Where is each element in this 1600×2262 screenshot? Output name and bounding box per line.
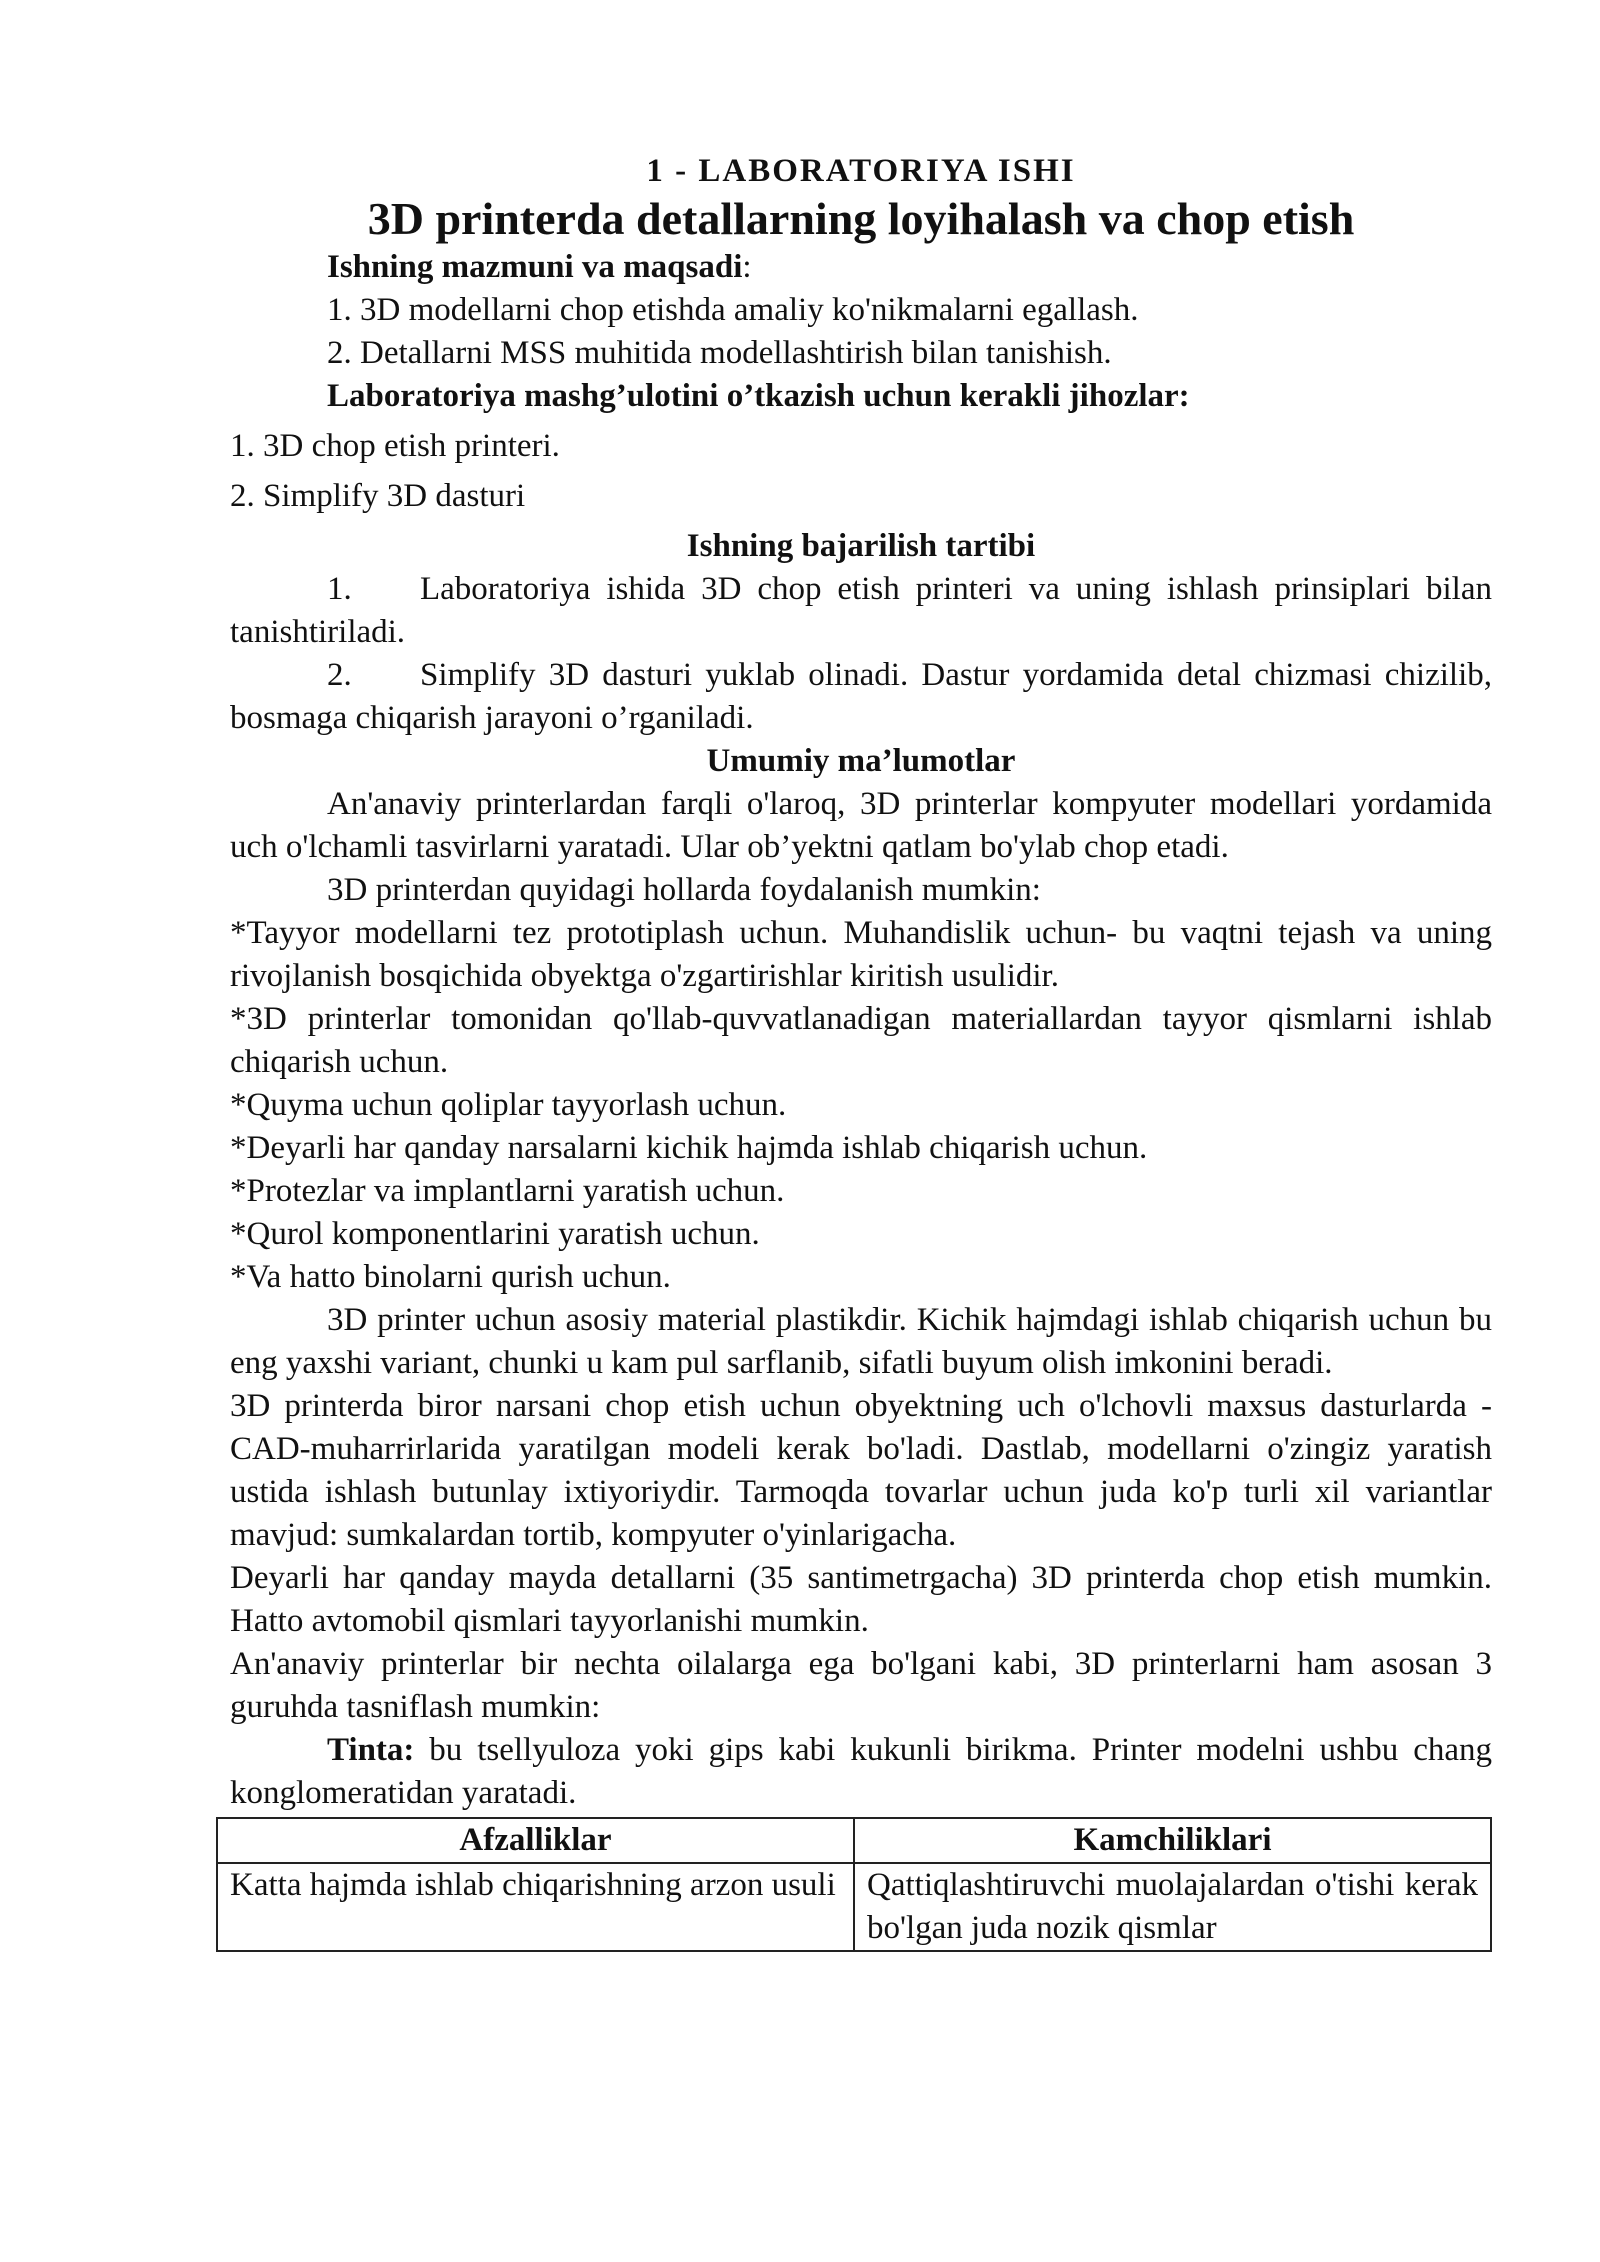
procedure-step-number: 2. (327, 657, 352, 693)
use-item: *Va hatto binolarni qurish uchun. (230, 1259, 671, 1295)
comparison-table (216, 1817, 1492, 1952)
table-header-disadvantages: Kamchiliklari (854, 1818, 1491, 1863)
use-item: *3D printerlar tomonidan qo'llab-quvvatlanadigan materiallardan tayyor qismlarni ishlab chiqarish uchun. (230, 1001, 1492, 1080)
groups-paragraph: An'anaviy printerlar bir nechta oilalarga ega bo'lgani kabi, 3D printerlarni ham asosan 3 guruhda tasniflash mumkin: (230, 1646, 1492, 1725)
use-item: *Protezlar va implantlarni yaratish uchun. (230, 1173, 785, 1209)
tinta-label: Tinta: (327, 1732, 415, 1768)
purpose-item-2: 2. Detallarni MSS muhitida modellashtirish bilan tanishish. (327, 335, 1112, 371)
table-row (217, 1863, 1491, 1951)
size-paragraph: Deyarli har qanday mayda detallarni (35 santimetrgacha) 3D printerda chop etish mumkin. Hatto avtomobil qismlari tayyorlanishi mumkin. (230, 1560, 1492, 1639)
use-item: *Tayyor modellarni tez prototiplash uchun. Muhandislik uchun- bu vaqtni tejash va uning rivojlanish bosqichida obyektga o'zgartirishlar kiritish usulidir. (230, 915, 1492, 994)
equipment-item-2: 2. Simplify 3D dasturi (230, 478, 526, 514)
general-intro: An'anaviy printerlardan farqli o'laroq, 3D printerlar kompyuter modellari yordamida uch o'lchamli tasvirlarni yaratadi. Ular ob’yektni qatlam bo'ylab chop etadi. (230, 786, 1492, 865)
procedure-step-1 (230, 568, 1492, 654)
tinta-paragraph (230, 1729, 1492, 1815)
table-header-row (217, 1818, 1491, 1863)
procedure-step-number: 1. (327, 571, 352, 607)
table-cell-advantage: Katta hajmda ishlab chiqarishning arzon usuli (217, 1863, 854, 1951)
procedure-step-2 (230, 654, 1492, 740)
tinta-text: bu tsellyuloza yoki gips kabi kukunli birikma. Printer modelni ushbu chang konglomeratidan yaratadi. (230, 1732, 1492, 1811)
general-heading: Umumiy ma’lumotlar (706, 743, 1016, 779)
cad-paragraph: 3D printerda biror narsani chop etish uchun obyektning uch o'lchovli maxsus dasturlarda - CAD-muharrirlarida yaratilgan modeli kerak bo'ladi. Dastlab, modellarni o'zingiz yaratish ustida ishlash butunlay ixtiyoriydir. Tarmoqda tovarlar uchun juda ko'p turli xil variantlar mavjud: sumkalardan tortib, kompyuter o'yinlarigacha. (230, 1388, 1492, 1553)
purpose-heading-line (230, 246, 1492, 289)
equipment-item-1: 1. 3D chop etish printeri. (230, 428, 560, 464)
uses-intro: 3D printerdan quyidagi hollarda foydalanish mumkin: (327, 872, 1041, 908)
table-cell-disadvantage: Qattiqlashtiruvchi muolajalardan o'tishi kerak bo'lgan juda nozik qismlar (854, 1863, 1491, 1951)
use-item: *Quyma uchun qoliplar tayyorlash uchun. (230, 1087, 787, 1123)
lab-label: 1 - LABORATORIYA ISHI (646, 153, 1076, 189)
use-item: *Qurol komponentlarini yaratish uchun. (230, 1216, 760, 1252)
purpose-heading: Ishning mazmuni va maqsadi (327, 249, 743, 285)
purpose-heading-colon: : (742, 249, 752, 285)
equipment-heading: Laboratoriya mashg’ulotini o’tkazish uchun kerakli jihozlar: (327, 378, 1190, 414)
purpose-item-1: 1. 3D modellarni chop etishda amaliy ko'nikmalarni egallash. (327, 292, 1139, 328)
use-item: *Deyarli har qanday narsalarni kichik hajmda ishlab chiqarish uchun. (230, 1130, 1148, 1166)
procedure-step-text: Laboratoriya ishida 3D chop etish printeri va uning ishlash prinsiplari bilan tanishtiriladi. (230, 571, 1492, 650)
page-content (230, 150, 1492, 1952)
procedure-step-text: Simplify 3D dasturi yuklab olinadi. Dastur yordamida detal chizmasi chizilib, bosmaga chiqarish jarayoni o’rganiladi. (230, 657, 1492, 736)
page-title: 3D printerda detallarning loyihalash va chop etish (367, 193, 1355, 244)
table-header-advantages: Afzalliklar (217, 1818, 854, 1863)
procedure-heading: Ishning bajarilish tartibi (686, 528, 1036, 564)
material-paragraph: 3D printer uchun asosiy material plastikdir. Kichik hajmdagi ishlab chiqarish uchun bu eng yaxshi variant, chunki u kam pul sarflanib, sifatli buyum olish imkonini beradi. (230, 1302, 1492, 1381)
